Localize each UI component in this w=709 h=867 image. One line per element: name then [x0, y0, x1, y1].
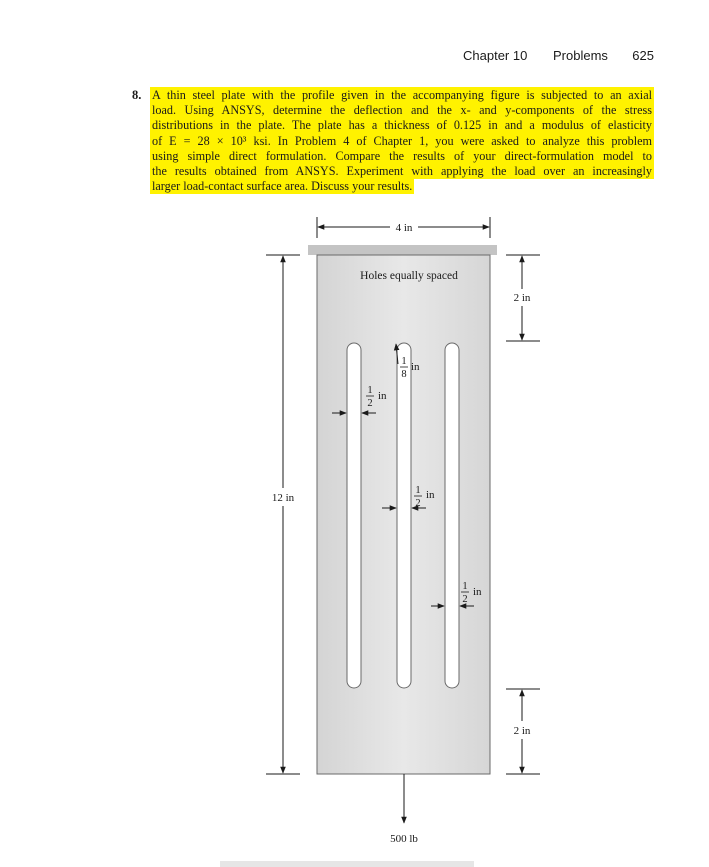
slot-left [347, 343, 361, 688]
chapter-label: Chapter 10 [463, 48, 528, 63]
slot-right [445, 343, 459, 688]
top-offset-label: 2 in [513, 292, 531, 304]
problem-number: 8. [132, 88, 142, 102]
highlighted-text: using simple direct formulation. Compare the results of your direct-formulation model to [152, 148, 652, 163]
fraction-num: 1 [367, 385, 373, 396]
highlighted-text: distributions in the plate. The plate has a thickness of 0.125 in and a modulus of elasticity [152, 118, 652, 133]
width-label: 4 in [395, 222, 413, 234]
fraction-num: 1 [415, 485, 421, 496]
highlighted-text: of E = 28 × 10³ ksi. In Problem 4 of Chapter 1, you were asked to analyze this problem [152, 133, 652, 148]
unit-label: in [378, 390, 387, 402]
section-label: Problems [553, 48, 608, 63]
fixed-support [308, 245, 497, 255]
axial-load [390, 774, 418, 845]
top-offset-dimension [506, 255, 540, 341]
height-label: 12 in [271, 492, 295, 504]
highlighted-text: A thin steel plate with the profile given in the accompanying figure is subjected to an axial [152, 88, 652, 102]
bottom-offset-label: 2 in [513, 725, 531, 737]
load-label: 500 lb [390, 833, 418, 845]
highlighted-text: the results obtained from ANSYS. Experiment with applying the load over an increasingly [152, 164, 652, 179]
fraction-den: 2 [462, 594, 468, 605]
page-bottom-rule [220, 861, 474, 867]
fraction-num: 1 [401, 356, 407, 367]
highlighted-text: load. Using ANSYS, determine the deflection and the x- and y-components of the stress [152, 103, 652, 118]
height-dimension [266, 255, 300, 774]
fraction-den: 2 [367, 398, 373, 409]
plate-note: Holes equally spaced [360, 270, 458, 282]
fraction-den: 2 [415, 498, 421, 509]
unit-label: in [411, 361, 420, 373]
unit-label: in [473, 586, 482, 598]
slot-middle [397, 343, 411, 688]
bottom-offset-dimension [506, 689, 540, 774]
highlighted-text: larger load-contact surface area. Discuss your results. [152, 179, 413, 194]
fraction-num: 1 [462, 581, 468, 592]
fraction-den: 8 [401, 369, 407, 380]
unit-label: in [426, 489, 435, 501]
page-number: 625 [632, 48, 654, 63]
width-dimension [317, 217, 490, 238]
